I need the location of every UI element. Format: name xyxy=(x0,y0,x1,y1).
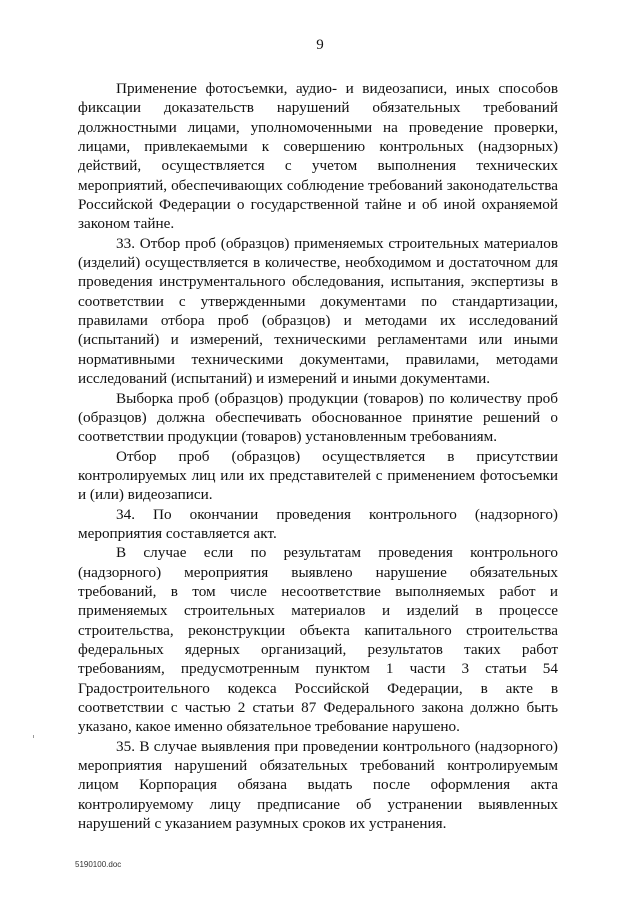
paragraph-sampling-presence: Отбор проб (образцов) осуществляется в присутствии контролируемых лиц или их представителей с применением фотосъемки и (или) видеозаписи. xyxy=(78,447,558,504)
paragraph-item-35: 35. В случае выявления при проведении контрольного (надзорного) мероприятия нарушений обязательных требований контролируемым лицом Корпорация обязана выдать после оформления акта контролируемому лицу предписание об устранении выявленных нарушений с указанием разумных сроков их устранения. xyxy=(78,737,558,833)
document-body xyxy=(78,79,558,833)
page-number: 9 xyxy=(316,37,324,53)
paragraph-item-34: 34. По окончании проведения контрольного (надзорного) мероприятия составляется акт. xyxy=(78,505,558,542)
file-name-footer: 5190100.doc xyxy=(75,860,122,869)
paragraph-violation-case: В случае если по результатам проведения контрольного (надзорного) мероприятия выявлено нарушение обязательных требований, в том числе несоответствие выполняемых работ и применяемых строительных материалов и изделий в процессе строительства, реконструкции объекта капитального строительства федеральных ядерных организаций, результатов таких работ требованиям, предусмотренным пунктом 1 части 3 статьи 54 Градостроительного кодекса Российской Федерации, в акте в соответствии с частью 2 статьи 87 Федерального закона должно быть указано, какое именно обязательное требование нарушено. xyxy=(78,544,558,736)
margin-mark xyxy=(33,735,34,738)
paragraph-photo-recording: Применение фотосъемки, аудио- и видеозаписи, иных способов фиксации доказательств нарушений обязательных требований должностными лицами, уполномоченными на проведение проверки, лицами, привлекаемыми к совершению контрольных (надзорных) действий, осуществляется с учетом выполнения технических мероприятий, обеспечивающих соблюдение требований законодательства Российской Федерации о государственной тайне и об иной охраняемой законом тайне. xyxy=(78,80,558,233)
paragraph-item-33: 33. Отбор проб (образцов) применяемых строительных материалов (изделий) осуществляется в количестве, необходимом и достаточном для проведения инструментального обследования, испытания, экспертизы в соответствии с утвержденными документами по стандартизации, правилами отбора проб (образцов) и методами их исследований (испытаний) и измерений, техническими регламентами или иными нормативными техническими документами, правилами, методами исследований (испытаний) и измерений и иными документами. xyxy=(78,234,558,388)
paragraph-sample-selection: Выборка проб (образцов) продукции (товаров) по количеству проб (образцов) должна обеспечивать обоснованное принятие решений о соответствии продукции (товаров) установленным требованиям. xyxy=(78,389,558,446)
